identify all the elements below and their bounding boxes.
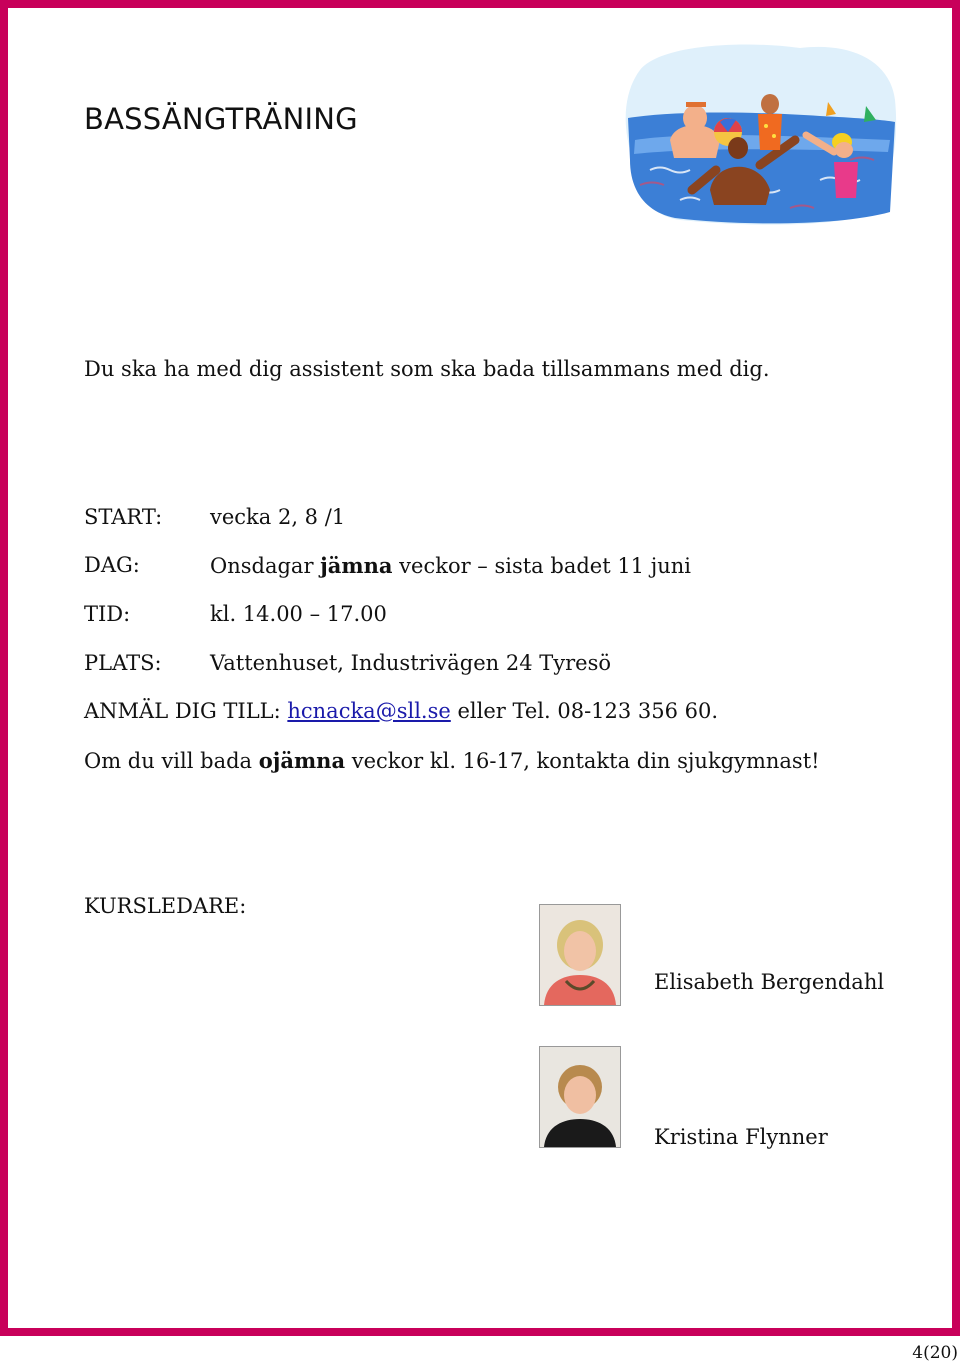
start-label: START: <box>84 505 163 529</box>
page-title: BASSÄNGTRÄNING <box>84 102 358 136</box>
time-label: TID: <box>84 602 131 626</box>
signup-line <box>84 699 718 723</box>
odd-bold: ojämna <box>258 748 346 773</box>
odd-suffix: veckor kl. 16-17, kontakta din sjukgymnast! <box>345 749 820 773</box>
day-bold: jämna <box>320 553 393 578</box>
intro-text: Du ska ha med dig assistent som ska bada tillsammans med dig. <box>84 357 770 381</box>
leaders-label: KURSLEDARE: <box>84 894 247 918</box>
leader-photo-kristina <box>539 1046 621 1148</box>
leader-photo-elisabeth <box>539 904 621 1006</box>
signup-prefix: ANMÄL DIG TILL: <box>84 699 288 723</box>
swimmers-clipart <box>620 40 900 230</box>
odd-prefix: Om du vill bada <box>84 749 259 773</box>
place-label: PLATS: <box>84 651 162 675</box>
email-link[interactable]: hcnacka@sll.se <box>287 699 451 723</box>
leader-name: Kristina Flynner <box>654 1125 828 1149</box>
page-number: 4(20) <box>912 1343 958 1363</box>
odd-weeks-line <box>84 748 820 773</box>
time-value: kl. 14.00 – 17.00 <box>210 602 387 626</box>
day-prefix: Onsdagar <box>210 554 321 578</box>
leader-name: Elisabeth Bergendahl <box>654 970 885 994</box>
start-value: vecka 2, 8 /1 <box>210 505 346 529</box>
day-suffix: veckor – sista badet 11 juni <box>392 554 691 578</box>
place-value: Vattenhuset, Industrivägen 24 Tyresö <box>210 651 611 675</box>
day-value <box>210 553 691 578</box>
day-label: DAG: <box>84 553 140 577</box>
signup-suffix: eller Tel. 08-123 356 60. <box>450 699 719 723</box>
